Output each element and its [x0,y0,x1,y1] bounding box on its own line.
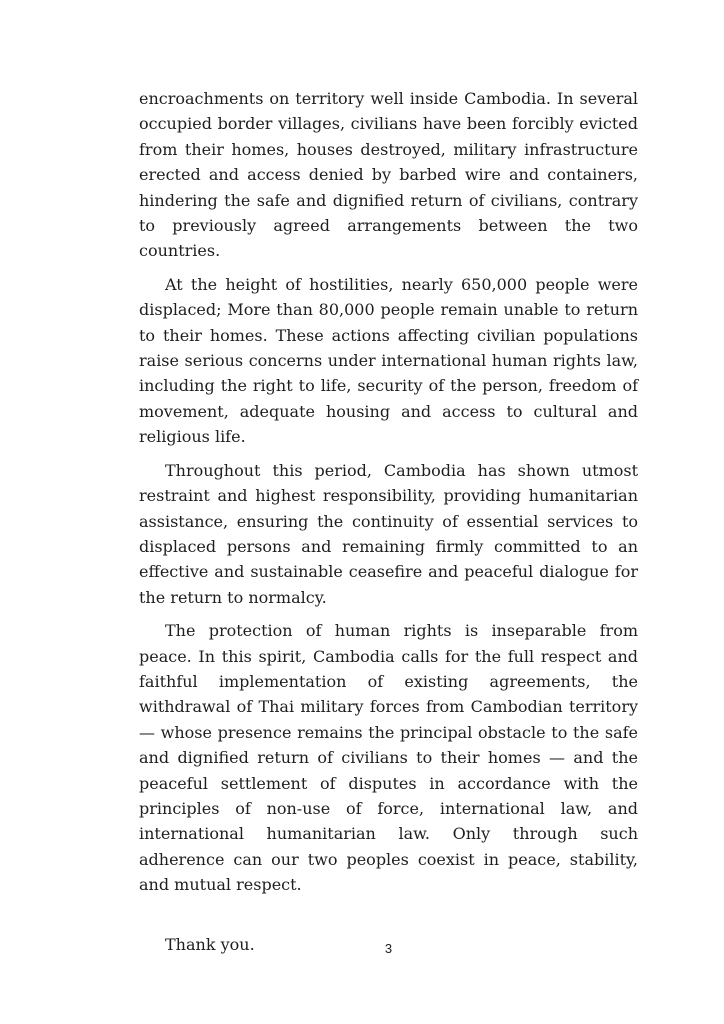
paragraph-cambodia-restraint: Throughout this period, Cambodia has shown utmost restraint and highest responsibility, providing humanitarian assistance, ensuring the continuity of essential services to displaced persons and remaining firmly committed to an effective and sustainable ceasefire and peaceful dialogue for the return to normalcy. [139,460,638,607]
paragraph-continuation: encroachments on territory well inside Cambodia. In several occupied border villages, civilians have been forcibly evicted from their homes, houses destroyed, military infrastructure erected and access denied by barbed wire and containers, hindering the safe and dignified return of civilians, contrary to previously agreed arrangements between the two countries. [139,89,638,261]
document-body [139,86,638,957]
closing-line: Thank you. [165,934,255,954]
page-number: 3 [384,941,393,956]
paragraph-displacement-figures: At the height of hostilities, nearly 650,000 people were displaced; More than 80,000 people remain unable to return to their homes. These actions affecting civilian populations raise serious concerns under international human rights law, including the right to life, security of the person, freedom of movement, adequate housing and access to cultural and religious life. [139,274,638,447]
paragraph-human-rights-peace: The protection of human rights is inseparable from peace. In this spirit, Cambodia calls for the full respect and faithful implementation of existing agreements, the withdrawal of Thai military forces from Cambodian territory — whose presence remains the principal obstacle to the safe and dignified return of civilians to their homes — and the peaceful settlement of disputes in accordance with the principles of non-use of force, international law, and international humanitarian law. Only through such adherence can our two peoples coexist in peace, stability, and mutual respect. [139,621,638,895]
